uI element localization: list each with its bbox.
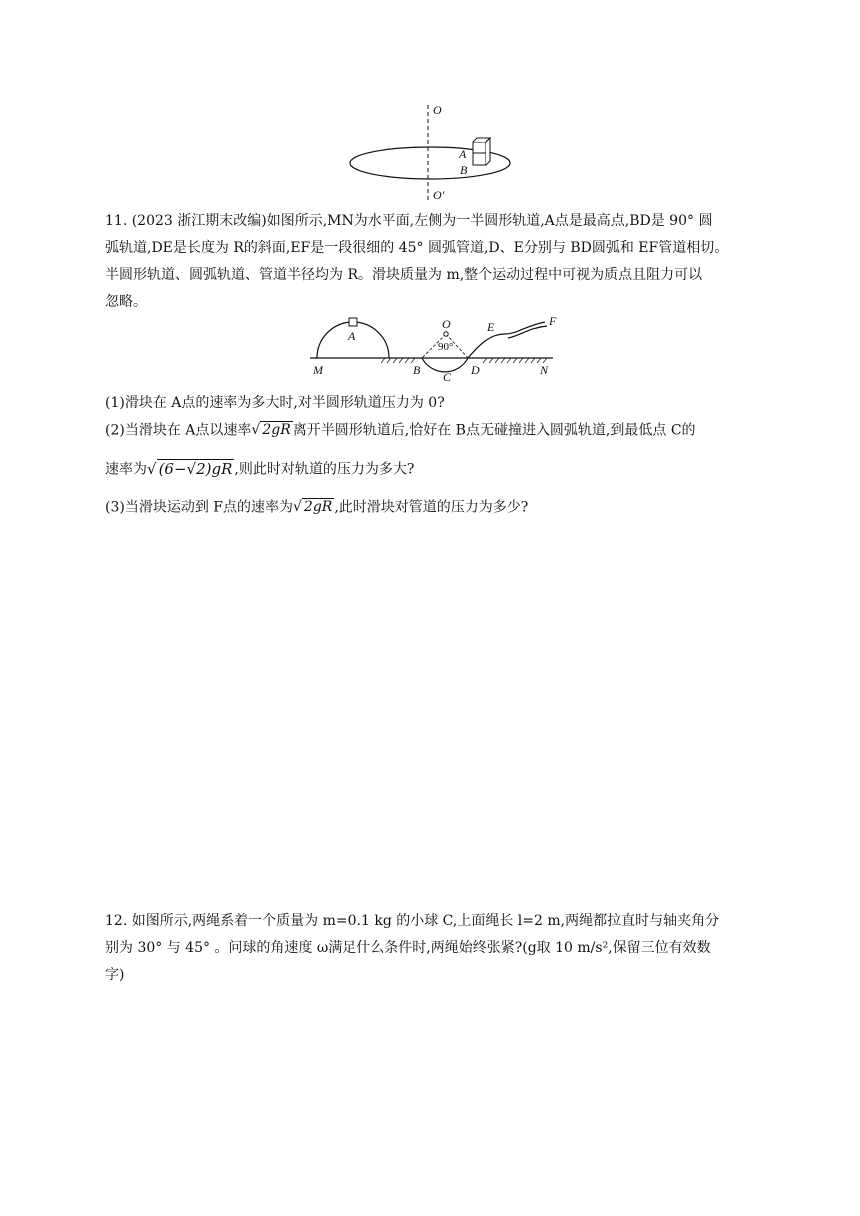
label-o: O <box>433 103 442 117</box>
q11-part-3-radicand: 2gR <box>303 499 333 515</box>
q11-part-1-text: (1)滑块在 A点的速率为多大时,对半圆形轨道压力为 0? <box>105 395 445 411</box>
question-11 <box>105 208 765 316</box>
track-label-o: O <box>442 317 451 331</box>
q11-line-4: 忽略。 <box>105 294 147 310</box>
q11-line-2: 弧轨道,DE是长度为 R的斜面,EF是一段很细的 45° 圆弧管道,D、E分别与 BD圆弧和 EF管道相切。 <box>105 240 729 256</box>
block-a <box>473 142 486 153</box>
track-label-d: D <box>471 363 480 377</box>
q11-part-2-text-c: 速率为 <box>105 461 147 478</box>
slope-de <box>468 322 545 358</box>
question-12 <box>105 908 765 989</box>
q11-line-1: 11. (2023 浙江期末改编)如图所示,MN为水平面,左侧为一半圆形轨道,A点是最高点,BD是 90° 圆 <box>105 213 713 229</box>
track-label-n: N <box>540 363 549 377</box>
track-label-b: B <box>413 363 421 377</box>
q12-line-2: 别为 30° 与 45° 。问球的角速度 ω满足什么条件时,两绳始终张紧?(g取 10 m/s²,保留三位有效数 <box>105 940 711 956</box>
q11-part-2-cont: 速率为√ (6−√2)gR ,则此时对轨道的压力为多大? <box>105 460 415 478</box>
rotating-disc-figure <box>340 100 520 205</box>
q11-part-3-text-b: ,此时滑块对管道的压力为多少? <box>334 499 529 516</box>
q11-part-1 <box>105 390 765 417</box>
q11-part-2: (2)当滑块在 A点以速率√ 2gR 离开半圆形轨道后,恰好在 B点无碰撞进入圆弧轨道,到最低点 C的 <box>105 422 696 439</box>
q11-part-2-radicand-2: (6−√2)gR <box>158 460 233 478</box>
q11-part-3: (3)当滑块运动到 F点的速率为√ 2gR ,此时滑块对管道的压力为多少? <box>105 499 529 516</box>
label-b: B <box>460 163 468 177</box>
q11-line-3: 半圆形轨道、圆弧轨道、管道半径均为 R。滑块质量为 m,整个运动过程中可视为质点且阻力可以 <box>105 267 703 283</box>
track-label-m: M <box>313 363 323 377</box>
track-label-angle: 90° <box>438 341 454 353</box>
label-a: A <box>459 147 467 161</box>
center-o <box>444 332 448 336</box>
ground-hatch <box>381 358 547 363</box>
q11-part-2-text-b: 离开半圆形轨道后,恰好在 B点无碰撞进入圆弧轨道,到最低点 C的 <box>292 422 696 439</box>
q11-part-2-text-a: (2)当滑块在 A点以速率 <box>105 422 252 439</box>
block-b <box>473 153 486 165</box>
q12-line-1: 12. 如图所示,两绳系着一个质量为 m=0.1 kg 的小球 C,上面绳长 l=2 m,两绳都拉直时与轴夹角分 <box>105 913 720 929</box>
label-o-prime: O′ <box>433 188 445 202</box>
q11-part-3-text-a: (3)当滑块运动到 F点的速率为 <box>105 499 293 516</box>
slider-block <box>349 318 357 326</box>
track-label-e: E <box>487 320 495 334</box>
q11-part-2-radicand: 2gR <box>262 422 291 438</box>
track-label-c: C <box>443 370 452 382</box>
q12-line-3: 字) <box>105 967 125 983</box>
q11-part-2-text-d: ,则此时对轨道的压力为多大? <box>234 461 415 478</box>
track-label-f: F <box>549 314 557 328</box>
track-label-a: A <box>348 329 356 343</box>
track-figure <box>305 314 560 382</box>
